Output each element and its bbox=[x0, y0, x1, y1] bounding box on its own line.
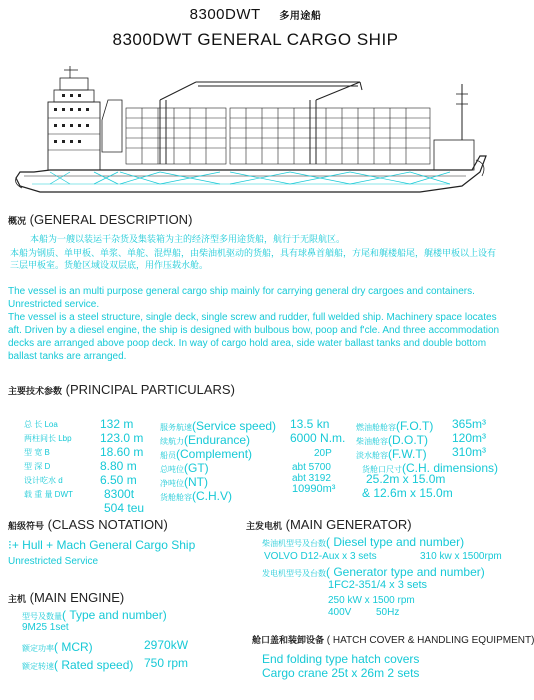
value-d: 8.80 m bbox=[100, 459, 137, 473]
general-cn-p1: 本船为一艘以装运干杂货及集装箱为主的经济型多用途货船，航行于无限航区。 bbox=[30, 234, 346, 244]
general-cn-p2: 本船为钢质、单甲板、单浆、单舵、混焊船，由柴油机驱动的货船，具有球鼻首艏船，方尾和艉楼船尾，艉楼甲板以上设有三层甲板室。货舱区域设双层底，用作压载水舱。 bbox=[10, 248, 497, 270]
class-service: Unrestricted Service bbox=[8, 556, 99, 567]
general-heading: 概况 (GENERAL DESCRIPTION) bbox=[8, 212, 193, 227]
value-b: 18.60 m bbox=[100, 445, 144, 459]
fot-label: 燃油舱舱容(F.O.T) bbox=[356, 419, 434, 433]
label-dwt: 载 重 量 DWT bbox=[24, 490, 73, 499]
class-notation: ⁝+ Hull + Mach General Cargo Ship bbox=[8, 538, 196, 552]
value-service-speed: 13.5 kn bbox=[290, 417, 330, 431]
value-fwt: 310m³ bbox=[452, 445, 487, 459]
value-gt: abt 5700 bbox=[292, 462, 331, 473]
hatch-line-2: Cargo crane 25t x 26m 2 sets bbox=[262, 666, 420, 680]
label-d: 型 深 D bbox=[24, 462, 51, 471]
value-endurance: 6000 N.m. bbox=[290, 431, 346, 445]
value-dwt: 8300t bbox=[104, 487, 135, 501]
particulars-heading: 主要技术参数 (PRINCIPAL PARTICULARS) bbox=[8, 382, 235, 397]
engine-speed-label: 额定转速( Rated speed) bbox=[22, 658, 134, 672]
engine-speed-value: 750 rpm bbox=[144, 656, 189, 670]
hatch-line-1: End folding type hatch covers bbox=[262, 652, 420, 666]
complement-label: 船员(Complement) bbox=[160, 447, 253, 461]
service-speed-label: 服务航速(Service speed) bbox=[160, 419, 277, 433]
value-hatch-2: & 12.6m x 15.0m bbox=[362, 486, 453, 500]
hatch-heading: 舱口盖和装卸设备 ( HATCH COVER & HANDLING EQUIPMENT) bbox=[252, 635, 534, 646]
value-fot: 365m³ bbox=[452, 417, 487, 431]
diesel-type-label: 柴油机型号及台数( Diesel type and number) bbox=[262, 535, 465, 549]
chv-label: 货舱舱容(C.H.V) bbox=[160, 489, 232, 503]
value-loa: 132 m bbox=[100, 417, 134, 431]
title-cn-name: 多用途船 bbox=[279, 11, 322, 22]
general-en-p2: The vessel is a steel structure, single deck, single screw and rudder, full welded ship. Machinery space locates aft. Driven by a diesel engine, the ship is designed with bulbous bow, poop and f'cle. And three accommodation decks are arranged above poop deck. In way of cargo hold area, side water ballast tanks and double bottom ballast tanks are arranged. bbox=[8, 312, 500, 362]
engine-type-label: 型号及数量( Type and number) bbox=[22, 608, 167, 622]
diesel-model: VOLVO D12-Aux x 3 sets bbox=[264, 551, 377, 562]
value-hatch-1: 25.2m x 15.0m bbox=[366, 472, 446, 486]
general-en-p1: The vessel is an multi purpose general cargo ship mainly for carrying general dry cargoes and containers. Unrestricted service. bbox=[8, 286, 475, 310]
engine-mcr-value: 2970kW bbox=[144, 638, 189, 652]
engine-model: 9M25 1set bbox=[22, 622, 69, 633]
nt-label: 净吨位(NT) bbox=[160, 475, 208, 489]
value-complement: 20P bbox=[314, 448, 332, 459]
gt-label: 总吨位(GT) bbox=[160, 461, 209, 475]
hatch-dimensions-label: 货舱口尺寸(C.H. dimensions) bbox=[362, 461, 499, 475]
dot-label: 柴油舱容(D.O.T) bbox=[356, 433, 428, 447]
generator-model: 1FC2-351/4 x 3 sets bbox=[328, 579, 428, 591]
value-lbp: 123.0 m bbox=[100, 431, 144, 445]
generator-voltage: 400V bbox=[328, 607, 352, 618]
label-lbp: 两柱间长 Lbp bbox=[24, 434, 72, 443]
generator-heading: 主发电机 (MAIN GENERATOR) bbox=[246, 517, 412, 532]
class-heading: 船级符号 (CLASS NOTATION) bbox=[8, 517, 168, 532]
generator-power: 250 kW x 1500 rpm bbox=[328, 595, 415, 606]
fwt-label: 淡水舱容(F.W.T) bbox=[356, 447, 427, 461]
diesel-power: 310 kw x 1500rpm bbox=[420, 551, 502, 562]
value-chv: 10990m³ bbox=[292, 483, 336, 495]
label-loa: 总 长 Loa bbox=[24, 420, 58, 429]
value-dot: 120m³ bbox=[452, 431, 487, 445]
label-b: 型 宽 B bbox=[24, 448, 50, 457]
value-nt: abt 3192 bbox=[292, 473, 331, 484]
ship-profile-drawing bbox=[10, 60, 498, 198]
endurance-label: 续航力(Endurance) bbox=[160, 433, 251, 447]
generator-frequency: 50Hz bbox=[376, 607, 400, 618]
generator-type-label: 发电机型号及台数( Generator type and number) bbox=[262, 565, 485, 579]
engine-heading: 主机 (MAIN ENGINE) bbox=[8, 590, 125, 605]
label-draft: 设计吃水 d bbox=[24, 476, 63, 485]
engine-mcr-label: 额定功率( MCR) bbox=[22, 640, 93, 654]
value-draft: 6.50 m bbox=[100, 473, 137, 487]
value-teu: 504 teu bbox=[104, 501, 145, 515]
page-title: 8300DWT GENERAL CARGO SHIP bbox=[112, 30, 399, 49]
title-dwt: 8300DWT 多用途船 bbox=[189, 6, 322, 23]
